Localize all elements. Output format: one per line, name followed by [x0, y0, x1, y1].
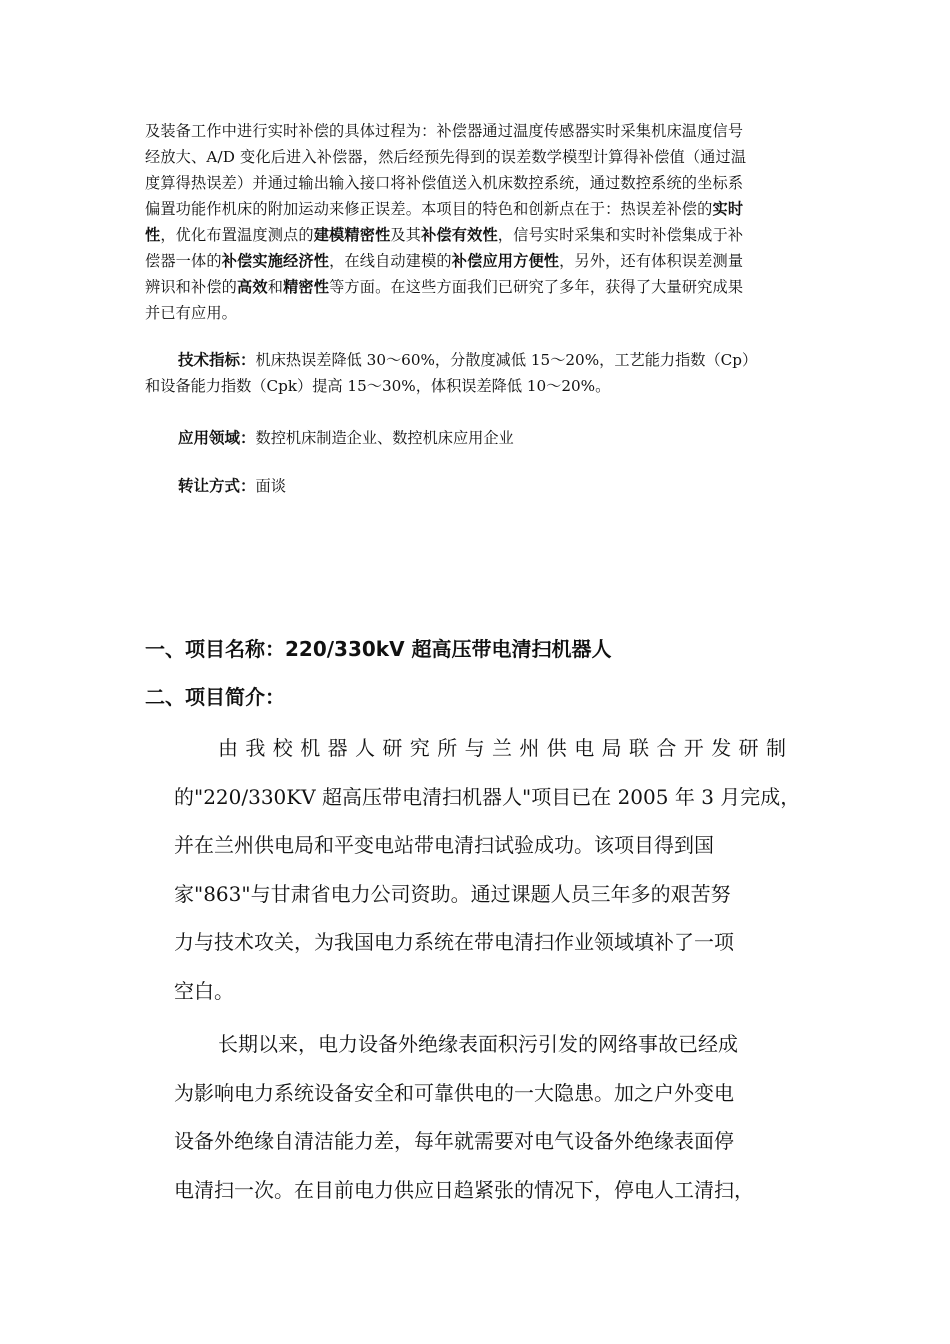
- paragraph-line: 由我校机器人研究所与兰州供电局联合开发研制: [218, 736, 794, 760]
- paragraph-line: 为影响电力系统设备安全和可靠供电的一大隐患。加之户外变电: [174, 1080, 734, 1105]
- emphasis-effectiveness: 补偿有效性: [421, 226, 498, 244]
- emphasis-convenience: 补偿应用方便性: [451, 252, 560, 270]
- project-name-heading: 一、项目名称：220/330kV 超高压带电清扫机器人: [145, 637, 612, 661]
- intro-line: 并已有应用。: [145, 304, 238, 322]
- intro-line: 度算得热误差）并通过输出输入接口将补偿值送入机床数控系统，通过数控系统的坐标系: [145, 174, 744, 192]
- intro-line: 偿器一体的补偿实施经济性，在线自动建模的补偿应用方便性，另外，还有体积误差测量: [145, 252, 744, 270]
- application-label: 应用领域：: [178, 429, 256, 447]
- intro-line: 偏置功能作机床的附加运动来修正误差。本项目的特色和创新点在于：热误差补偿的实时: [145, 200, 744, 218]
- paragraph-line: 长期以来，电力设备外绝缘表面积污引发的网络事故已经成: [218, 1032, 738, 1056]
- emphasis-realtime: 实时: [712, 200, 744, 218]
- emphasis-modeling: 建模精密性: [313, 226, 391, 244]
- intro-line: 及装备工作中进行实时补偿的具体过程为：补偿器通过温度传感器实时采集机床温度信号: [145, 122, 744, 140]
- transfer-method: [145, 473, 846, 499]
- project-intro-heading: 二、项目简介：: [145, 685, 285, 709]
- project-paragraph-1: [174, 724, 814, 1015]
- emphasis-precision: 精密性: [283, 278, 330, 296]
- paragraph-line: 的"220/330KV 超高压带电清扫机器人"项目已在 2005 年 3 月完成，: [174, 784, 801, 809]
- intro-paragraph: [145, 118, 813, 326]
- paragraph-line: 并在兰州供电局和平变电站带电清扫试验成功。该项目得到国: [174, 833, 714, 857]
- paragraph-line: 设备外绝缘自清洁能力差，每年就需要对电气设备外绝缘表面停: [174, 1129, 734, 1153]
- intro-line: 经放大、A/D 变化后进入补偿器，然后经预先得到的误差数学模型计算得补偿值（通过温: [145, 148, 747, 166]
- paragraph-line: 空白。: [174, 978, 234, 1003]
- paragraph-line: 力与技术攻关，为我国电力系统在带电清扫作业领域填补了一项: [174, 930, 734, 954]
- tech-text: 机床热误差降低 30～60%，分散度减低 15～20%，工艺能力指数（Cp）: [255, 351, 758, 369]
- paragraph-line: 家"863"与甘肃省电力公司资助。通过课题人员三年多的艰苦努: [174, 881, 731, 906]
- emphasis-economy: 补偿实施经济性: [221, 252, 330, 270]
- transfer-label: 转让方式：: [178, 477, 256, 495]
- emphasis-efficient: 高效: [237, 278, 268, 296]
- tech-label: 技术指标：: [178, 351, 256, 369]
- application-text: 数控机床制造企业、数控机床应用企业: [255, 429, 514, 447]
- technical-indicators: [145, 347, 813, 399]
- tech-text: 和设备能力指数（Cpk）提高 15～30%，体积误差降低 10～20%。: [145, 377, 611, 395]
- transfer-text: 面谈: [255, 477, 286, 495]
- project-paragraph-2: [174, 1020, 814, 1214]
- paragraph-line: 电清扫一次。在目前电力供应日趋紧张的情况下，停电人工清扫，: [174, 1177, 754, 1202]
- application-field: [145, 425, 846, 451]
- intro-line: 辨识和补偿的高效和精密性等方面。在这些方面我们已研究了多年，获得了大量研究成果: [145, 278, 744, 296]
- intro-line: 性，优化布置温度测点的建模精密性及其补偿有效性，信号实时采集和实时补偿集成于补: [145, 226, 744, 244]
